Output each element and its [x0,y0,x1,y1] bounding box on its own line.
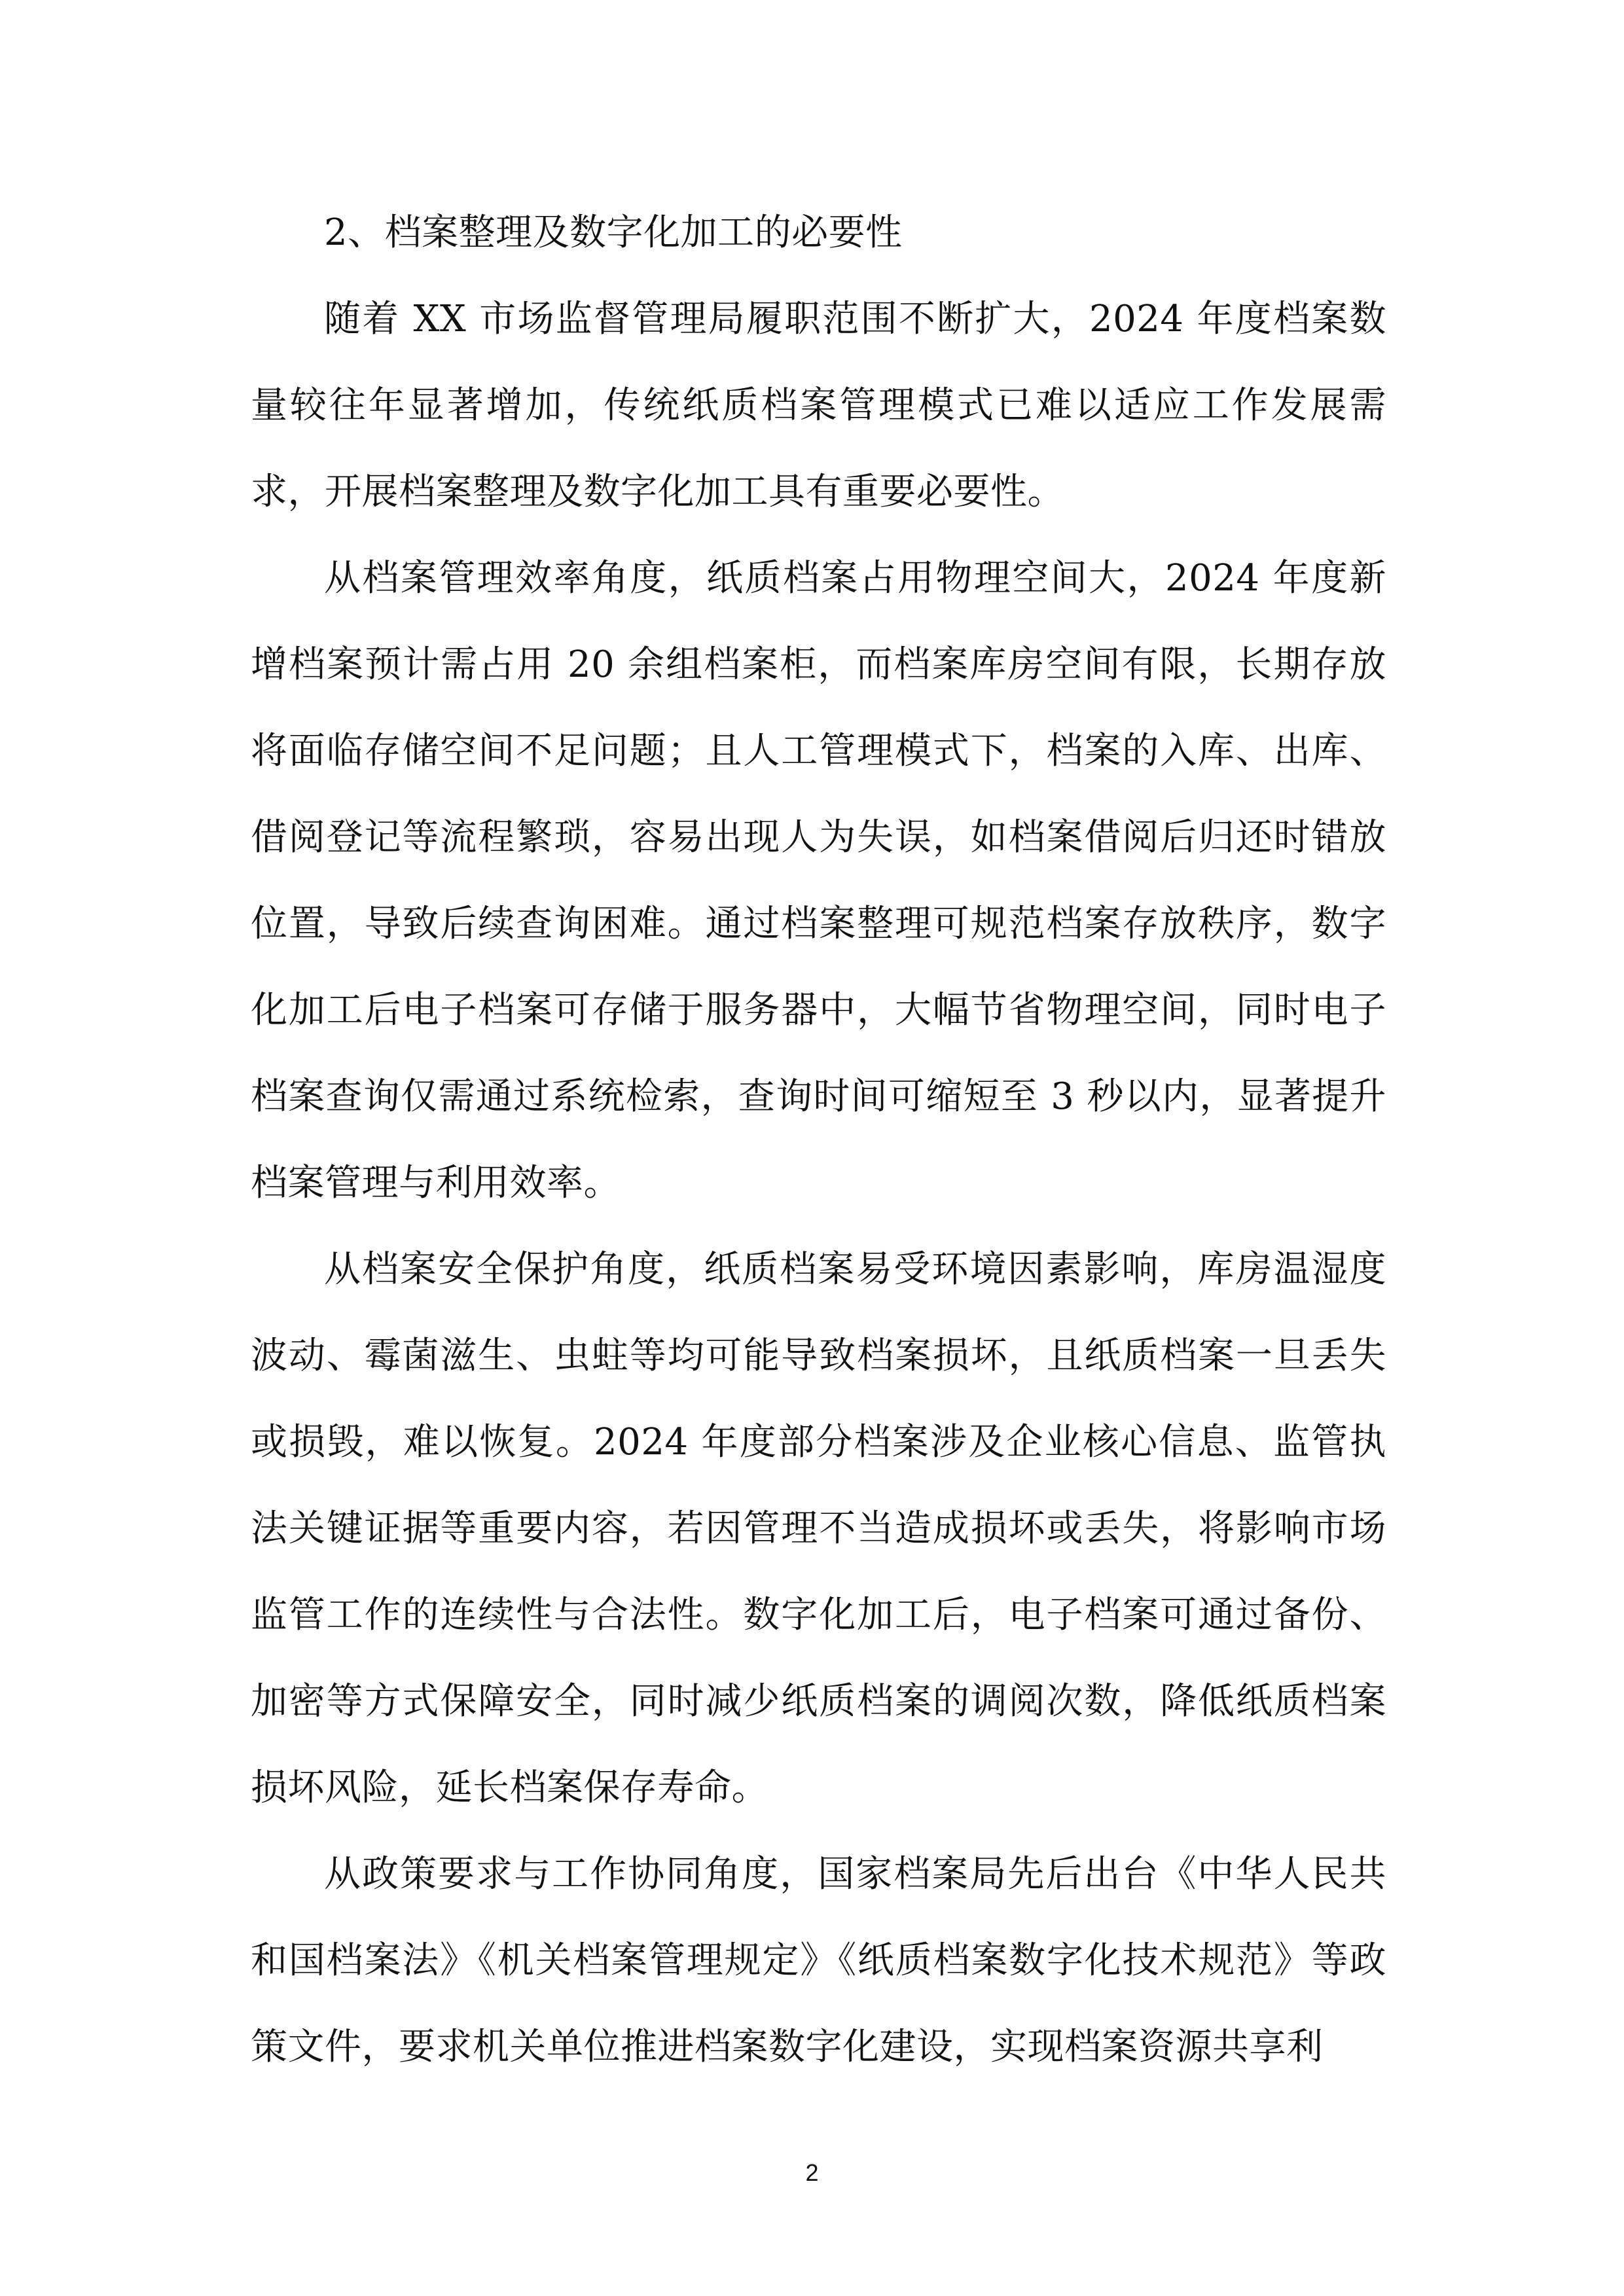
document-body [251,190,1386,2090]
paragraph-policy: 从政策要求与工作协同角度，国家档案局先后出台《中华人民共和国档案法》《机关档案管理规定》《纸质档案数字化技术规范》等政策文件，要求机关单位推进档案数字化建设，实现档案资源共享利 [251,1853,1386,2068]
page-number: 2 [805,2159,819,2186]
paragraph-intro: 随着 XX 市场监督管理局履职范围不断扩大，2024 年度档案数量较往年显著增加，传统纸质档案管理模式已难以适应工作发展需求，开展档案整理及数字化加工具有重要必要性。 [251,298,1386,513]
section-heading: 2、档案整理及数字化加工的必要性 [324,211,903,254]
paragraph-efficiency: 从档案管理效率角度，纸质档案占用物理空间大，2024 年度新增档案预计需占用 20 余组档案柜，而档案库房空间有限，长期存放将面临存储空间不足问题；且人工管理模式下，档案的入库、出库、借阅登记等流程繁琐，容易出现人为失误，如档案借阅后归还时错放位置，导致后续查询困难。通过档案整理可规范档案存放秩序，数字化加工后电子档案可存储于服务器中，大幅节省物理空间，同时电子档案查询仅需通过系统检索，查询时间可缩短至 3 秒以内，显著提升档案管理与利用效率。 [251,557,1386,1204]
paragraph-security: 从档案安全保护角度，纸质档案易受环境因素影响，库房温湿度波动、霉菌滋生、虫蛀等均可能导致档案损坏，且纸质档案一旦丢失或损毁，难以恢复。2024 年度部分档案涉及企业核心信息、监管执法关键证据等重要内容，若因管理不当造成损坏或丢失，将影响市场监管工作的连续性与合法性。数字化加工后，电子档案可通过备份、加密等方式保障安全，同时减少纸质档案的调阅次数，降低纸质档案损坏风险，延长档案保存寿命。 [251,1248,1386,1809]
